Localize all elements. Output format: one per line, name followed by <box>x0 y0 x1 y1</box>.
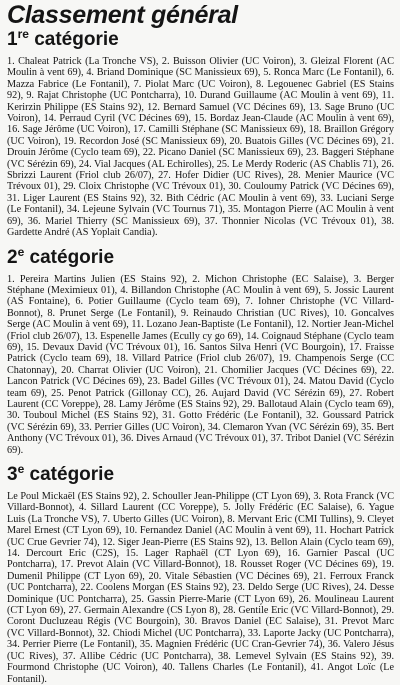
category-1-results: 1. Chaleat Patrick (La Tronche VS), 2. Buisson Olivier (UC Voiron), 3. Gleizal Florent (AC Moulin à vent 69), 4. Briand Dominique (SC Manissieux 69), 5. Ronca Marc (Le Fontanil), 6. Mazza Fabrice (Le Fontanil), 7. Piolat Marc (UC Voiron), 8. Legouenec Gabriel (ES Stains 92), 9. Rajat Christophe (UC Pontcharra), 10. Durand Guillaume (AC Moulin à vent 69), 11. Kerirzin Philippe (ES Stains 92), 12. Bernard Samuel (VC Décines 69), 13. Sage Bruno (UC Voiron), 14. Perraud Cyril (VC Décines 69), 15. Bordaz Jean-Claude (AC Moulin à vent 69), 16. Sage Jérôme (UC Voiron), 17. Camilli Stéphane (SC Manissieux 69), 18. Braillon Grégory (UC Voiron), 19. Recordon José (SC Manissieux 69), 20. Buatois Gilles (VC Décines 69), 21. Drouin Jérôme (Cyclo team 69), 22. Picano Daniel (SC Manissieux 69), 23. Baggeri Stéphane (VC Sérézin 69), 24. Vial Jacques (AL Echirolles), 25. Le Merdy Roderic (AS Chablis 71), 26. Sbrizzi Laurent (Friol club 26/07), 27. Hofer Didier (UC Rives), 28. Menier Maurice (VC Trévoux 01), 29. Cloix Christophe (VC Trévoux 01), 30. Couloumy Patrick (VC Décines 69), 31. Liger Laurent (ES Stains 92), 32. Bith Cédric (AC Moulin à vent 69), 33. Luciani Serge (Le Fontanil), 34. Lejeune Sylvain (VC Tournus 71), 35. Montagon Pierre (AC Moulin à vent 69), 36. Mariel Thierry (SC Manissieux 69), 37. Thonnier Nicolas (VC Trévoux 01), 38. Gardette André (AS Yoplait Candia). <box>7 56 394 239</box>
category-1-number: 1 <box>7 29 18 50</box>
category-3-heading <box>7 464 394 485</box>
category-2-section <box>7 244 394 457</box>
page-title: Classement général <box>7 1 238 29</box>
category-2-results: 1. Pereira Martins Julien (ES Stains 92), 2. Michon Christophe (EC Salaise), 3. Berger Stéphane (Meximieux 01), 4. Billandon Christophe (AC Moulin à vent 69), 5. Jossic Laurent (AS Fontaine), 6. Potier Guillaume (Cyclo team 69), 7. Iohner Christophe (VC Villard-Bonnot), 8. Prunet Serge (Le Fontanil), 9. Reinaudo Christian (UC Rives), 10. Goncalves Serge (AC Moulin à vent 69), 11. Lozano Jean-Baptiste (Le Fontanil), 12. Nortier Jean-Michel (Friol club 26/07), 13. Espenelle James (Ecully cy go 69), 14. Coignaud Stéphane (Cyclo team 69), 15. Devaux David (VC Trévoux 01), 16. Santos Silva Henri (VC Bourgoin), 17. Fraisse Patrick (Cyclo team 69), 18. Villard Patrice (Friol club 26/07), 19. Champenois Serge (CC Chatonnay), 20. Charrat Olivier (UC Voiron), 21. Chomilier Jacques (VC Décines 69), 22. Lancon Patrick (VC Décines 69), 23. Badel Gilles (VC Trévoux 01), 24. Matou David (Cyclo team 69), 25. Penot Patrick (Gillonay CC), 26. Aujard David (VC Sérézin 69), 27. Robert Laurent (CC Voreppe), 28. Lamy Jérôme (ES Stains 92), 29. Ballotaud Alain (Cyclo team 69), 30. Touboul Michel (ES Stains 92), 31. Gotto Frédéric (Le Fontanil), 32. Goussard Patrick (VC Sérézin 69), 33. Perrier Gilles (UC Voiron), 34. Clemaron Yvan (VC Sérézin 69), 35. Bert Anthony (VC Trévoux 01), 36. Dives Arnaud (VC Trévoux 01), 37. Tribot Daniel (VC Sérézin 69). <box>7 273 394 456</box>
category-3-number: 3 <box>7 464 18 485</box>
category-3-ordinal-suffix: e <box>17 462 25 476</box>
category-1-label: catégorie <box>34 29 119 50</box>
category-1-ordinal-suffix: re <box>17 27 29 41</box>
category-3-section <box>7 464 394 685</box>
category-2-number: 2 <box>7 246 18 268</box>
category-1-heading <box>7 29 394 50</box>
category-2-heading <box>7 244 394 268</box>
category-2-label: catégorie <box>29 246 115 268</box>
category-3-results: Le Poul Mickaël (ES Stains 92), 2. Schouller Jean-Philippe (CT Lyon 69), 3. Rota Franck (VC Villard-Bonnot), 4. Sillard Laurent (CC Voreppe), 5. Jolly Frédéric (EC Salaise), 6. Yague Luis (La Tronche VS), 7. Uberto Gilles (UC Voiron), 8. Mervant Eric (CMI Tullins), 9. Cleyet Marel Ernest (CT Lyon 69), 10. Fernandez Daniel (AC Moulin à vent 69), 11. Hochart Patrick (UC Crue Gevrier 74), 12. Siger Jean-Pierre (ES Stains 92), 13. Bellon Alain (Cyclo team 69), 14. Dercourt Eric (C2S), 15. Lager Raphaël (CT Lyon 69), 16. Garnier Pascal (UC Pontcharra), 17. Prevot Alain (VC Villard-Bonnot), 18. Rousset Roger (VC Décines 69), 19. Dumenil Philippe (CT Lyon 69), 20. Vitale Sébastien (VC Décines 69), 21. Ferroux Franck (UC Pontcharra), 22. Coolens Morgan (ES Stains 92), 23. Deldo Serge (UC Rives), 24. Desse Dominique (UC Pontcharra), 25. Gassin Pierre-Marie (CT Lyon 69), 26. Moulineau Laurent (CT Lyon 69), 27. Germain Alexandre (CS Lyon 8), 28. Gentile Eric (VC Villard-Bonnot), 29. Coront Ducluzeau Régis (VC Bourgoin), 30. Bravos Daniel (EC Salaise), 31. Prevot Marc (VC Villard-Bonnot), 32. Chiodi Michel (UC Pontcharra), 33. Laporte Jacky (UC Pontcharra), 34. Perrier Pierre (Le Fontanil), 35. Magnien Frédéric (UC Cran-Gevrier 74), 36. Valero Jésus (UC Rives), 37. Allibe Cédric (UC Pontcharra), 38. Lemevel Sylvain (ES Stains 92), 39. Fourmond Christophe (UC Voiron), 40. Tallens Charles (Le Fontanil), 41. Angot Loïc (Le Fontanil). <box>7 491 394 685</box>
category-2-ordinal-suffix: e <box>17 244 25 259</box>
category-3-label: catégorie <box>29 464 115 485</box>
category-1-section <box>7 29 394 239</box>
